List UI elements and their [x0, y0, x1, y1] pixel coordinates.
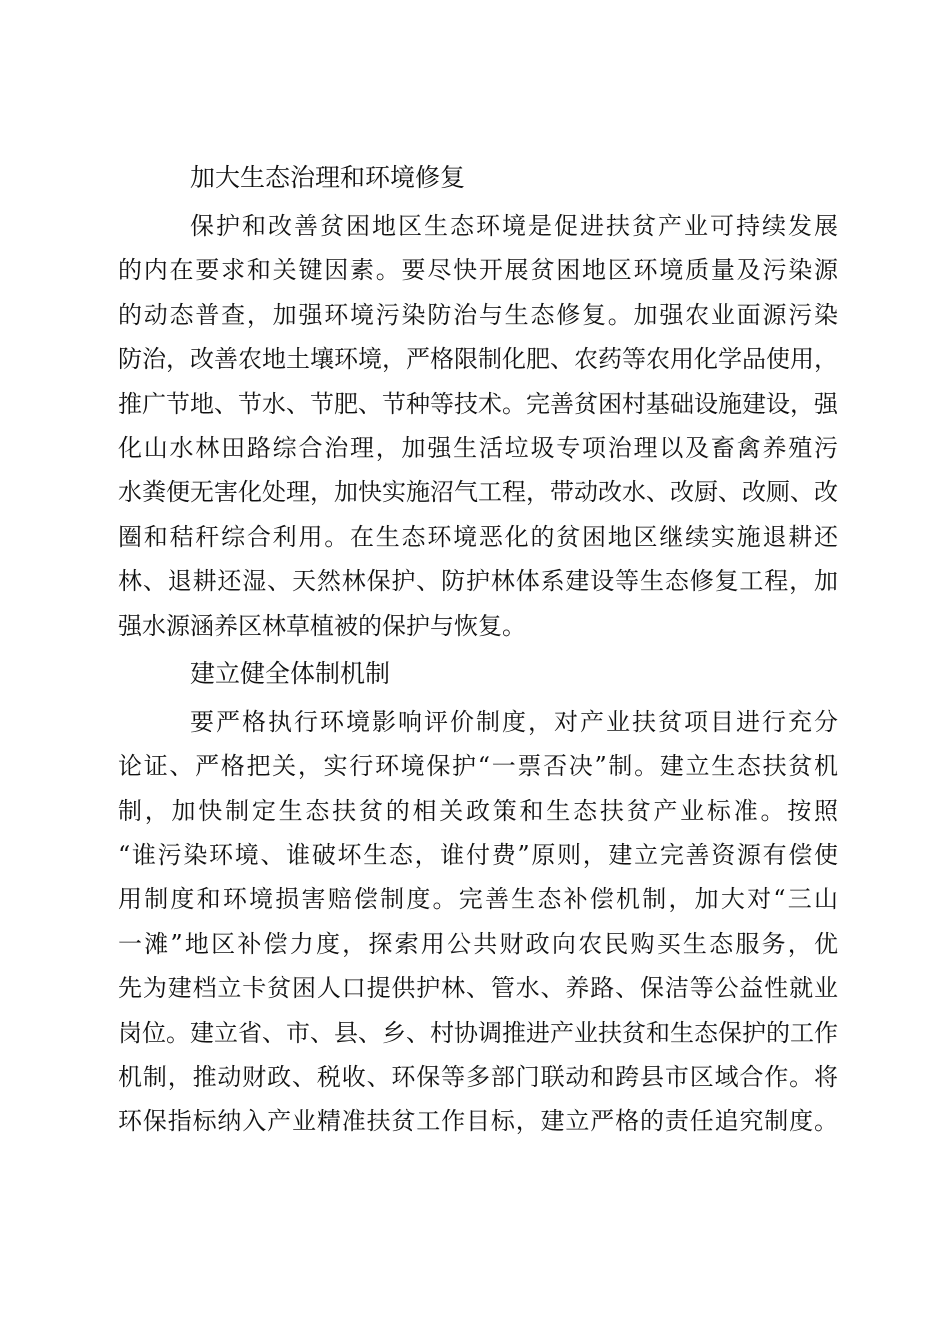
paragraph-line: 保护和改善贫困地区生态环境是促进扶贫产业可持续发展 [190, 212, 838, 240]
paragraph-line: 强水源涵养区林草植被的保护与恢复。 [118, 611, 526, 640]
paragraph-line: “谁污染环境、谁破坏生态，谁付费”原则，建立完善资源有偿使 [118, 841, 838, 870]
paragraph-line: 的内在要求和关键因素。要尽快开展贫困地区环境质量及污染源 [118, 256, 838, 285]
paragraph-line: 的动态普查，加强环境污染防治与生态修复。加强农业面源污染 [118, 300, 838, 329]
paragraph-line: 要严格执行环境影响评价制度，对产业扶贫项目进行充分 [190, 707, 838, 736]
paragraph-line: 防治，改善农地土壤环境，严格限制化肥、农药等农用化学品使用， [118, 345, 838, 374]
paragraph-line: 水粪便无害化处理，加快实施沼气工程，带动改水、改厨、改厕、改 [118, 478, 838, 507]
paragraph-line: 化山水林田路综合治理，加强生活垃圾专项治理以及畜禽养殖污 [118, 433, 838, 462]
paragraph-line: 制，加快制定生态扶贫的相关政策和生态扶贫产业标准。按照 [118, 796, 838, 825]
document-body [118, 152, 838, 1144]
paragraph-line: 论证、严格把关，实行环境保护“一票否决”制。建立生态扶贫机 [118, 752, 838, 781]
section-heading: 建立健全体制机制 [190, 658, 391, 688]
section-heading: 加大生态治理和环境修复 [190, 163, 466, 192]
paragraph-line: 机制，推动财政、税收、环保等多部门联动和跨县市区域合作。将 [118, 1063, 838, 1092]
paragraph-line: 岗位。建立省、市、县、乡、村协调推进产业扶贫和生态保护的工作 [118, 1018, 838, 1047]
paragraph-line: 圈和秸秆综合利用。在生态环境恶化的贫困地区继续实施退耕还 [118, 522, 838, 551]
paragraph-line: 用制度和环境损害赔偿制度。完善生态补偿机制，加大对“三山 [118, 885, 838, 914]
paragraph-line: 环保指标纳入产业精准扶贫工作目标，建立严格的责任追究制度。 [118, 1107, 838, 1136]
paragraph-line: 推广节地、节水、节肥、节种等技术。完善贫困村基础设施建设，强 [118, 389, 838, 418]
paragraph-line: 先为建档立卡贫困人口提供护林、管水、养路、保洁等公益性就业 [118, 974, 838, 1003]
paragraph-line: 林、退耕还湿、天然林保护、防护林体系建设等生态修复工程，加 [118, 567, 838, 596]
paragraph-line: 一滩”地区补偿力度，探索用公共财政向农民购买生态服务，优 [118, 929, 838, 958]
